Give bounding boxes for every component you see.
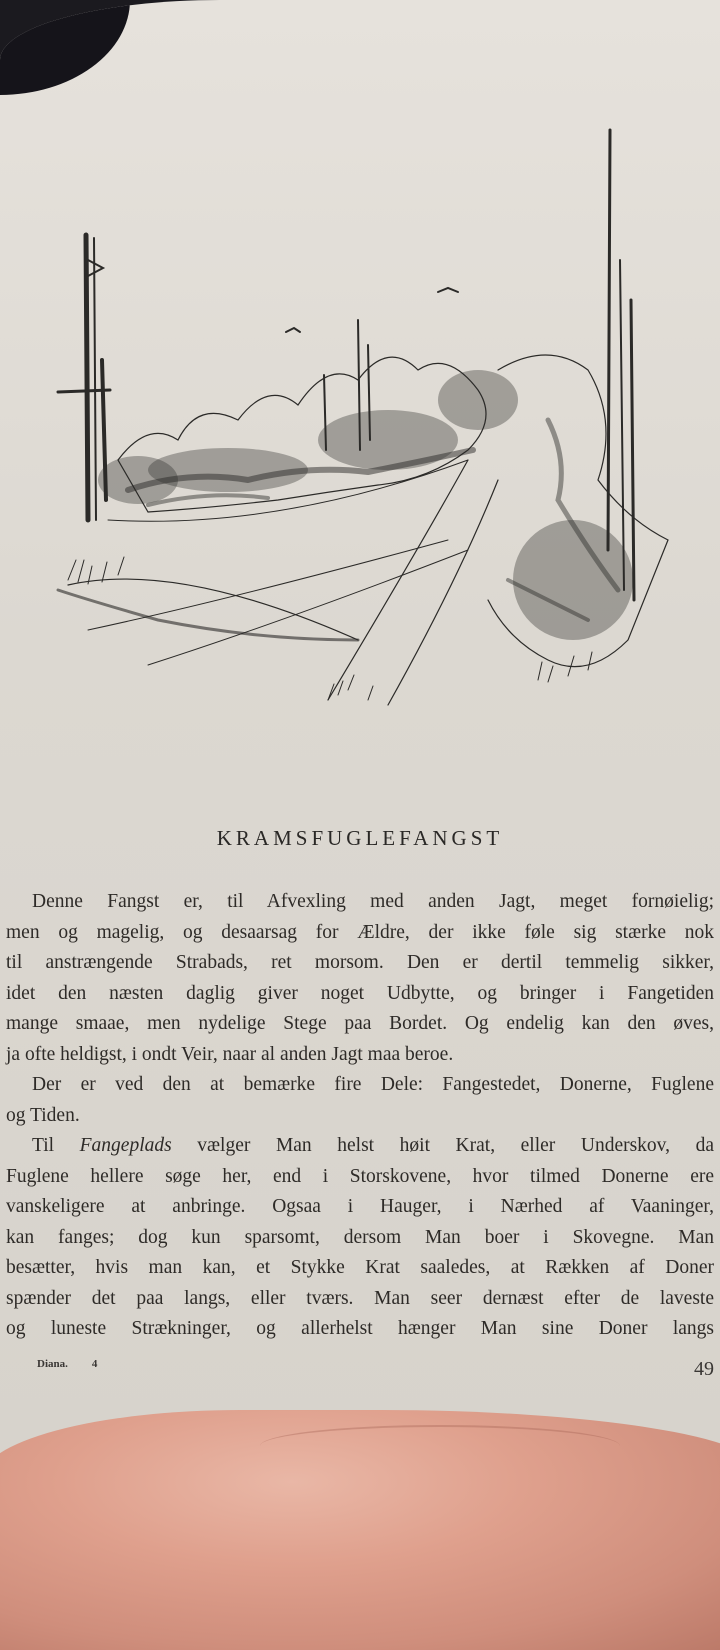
text-line: spænder det paa langs, eller tværs. Man seer dernæst efter de laveste bbox=[6, 1287, 714, 1309]
signature-label: Diana. bbox=[37, 1358, 68, 1370]
text-line: Fuglene hellere søge her, end i Storskovene, hvor tilmed Donerne ere bbox=[6, 1165, 714, 1187]
landscape-illustration bbox=[28, 120, 688, 720]
thumb-crease bbox=[260, 1425, 620, 1467]
text-line: besætter, hvis man kan, et Stykke Krat saaledes, at Rækken af Doner bbox=[6, 1257, 714, 1278]
signature-mark bbox=[37, 1358, 97, 1370]
text-fragment: Til bbox=[32, 1135, 55, 1156]
italic-term: Fangeplads bbox=[79, 1135, 172, 1156]
text-line: Denne Fangst er, til Afvexling med anden Jagt, meget fornøielig; bbox=[32, 891, 714, 912]
text-line: Der er ved den at bemærke fire Dele: Fangestedet, Donerne, Fuglene bbox=[32, 1074, 714, 1095]
text-line bbox=[6, 1131, 714, 1162]
text-line: ja ofte heldigst, i ondt Veir, naar al anden Jagt maa beroe. bbox=[6, 1043, 454, 1065]
text-fragment: vælger Man helst høit Krat, eller Underskov, da bbox=[197, 1135, 715, 1156]
text-line: og luneste Strækninger, og allerhelst hænger Man sine Doner langs bbox=[6, 1318, 714, 1339]
text-line: til anstrængende Strabads, ret morsom. Den er dertil temmelig sikker, bbox=[6, 952, 714, 973]
chapter-title: KRAMSFUGLEFANGST bbox=[216, 826, 504, 850]
text-line: men og magelig, og desaarsag for Ældre, der ikke føle sig stærke nok bbox=[6, 921, 714, 943]
body-text bbox=[6, 887, 714, 1345]
text-line: kan fanges; dog kun sparsomt, dersom Man boer i Skovegne. Man bbox=[6, 1226, 714, 1248]
text-line: mange smaae, men nydelige Stege paa Bordet. Og endelig kan den øves, bbox=[6, 1013, 714, 1034]
page-number: 49 bbox=[694, 1358, 714, 1380]
signature-number: 4 bbox=[91, 1358, 98, 1370]
text-line: idet den næsten daglig giver noget Udbytte, og bringer i Fangetiden bbox=[6, 982, 714, 1004]
text-line: og Tiden. bbox=[6, 1104, 80, 1126]
background-corner bbox=[0, 0, 130, 95]
text-line: vanskeligere at anbringe. Ogsaa i Hauger, i Nærhed af Vaaninger, bbox=[6, 1196, 714, 1217]
